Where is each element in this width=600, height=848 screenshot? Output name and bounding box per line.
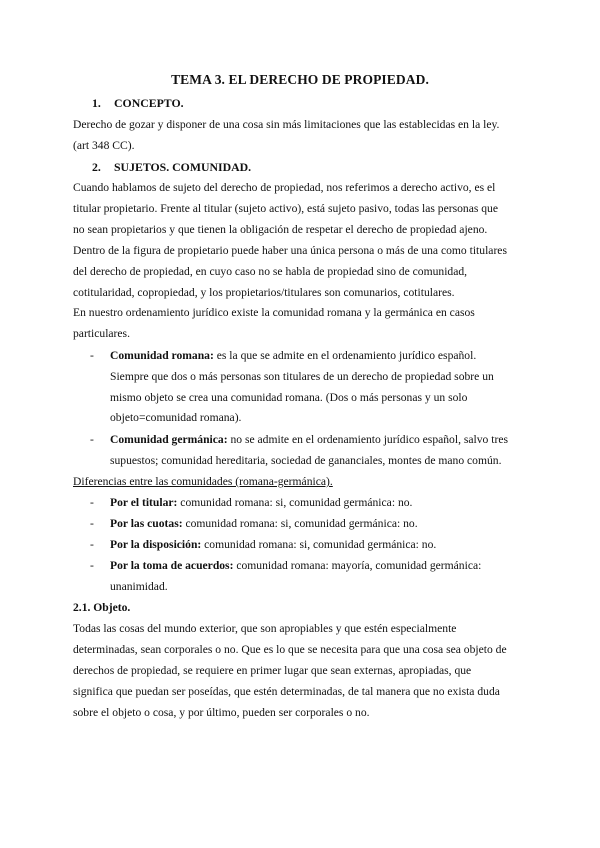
list-item-continuation: Siempre que dos o más personas son titulares de un derecho de propiedad sobre un	[110, 370, 494, 383]
list-item-term: Por la toma de acuerdos:	[110, 559, 234, 572]
subheading-diferencias: Diferencias entre las comunidades (romana-germánica).	[73, 475, 333, 488]
list-item-text: comunidad romana: si, comunidad germánica: no.	[201, 538, 437, 551]
list-item-continuation: objeto=comunidad romana).	[110, 411, 242, 424]
paragraph-line: cotitularidad, copropiedad, y los propietarios/titulares son comunarios, cotitulares.	[73, 286, 455, 299]
list-item	[110, 514, 530, 535]
bullet-dash: -	[90, 559, 94, 572]
paragraph-line: derechos de propiedad, se requiere en primer lugar que sean externas, apropiadas, que	[73, 664, 472, 677]
list-item-text: es la que se admite en el ordenamiento jurídico español.	[213, 349, 477, 362]
paragraph-line: significa que puedan ser poseídas, que estén determinadas, de tal manera que no exista duda	[73, 685, 500, 698]
paragraph-line: titular propietario. Frente al titular (sujeto activo), está sujeto pasivo, todas las personas que	[73, 202, 498, 215]
section-heading-sujetos	[92, 157, 251, 178]
paragraph-line: del derecho de propiedad, en cuyo caso no se habla de propiedad sino de comunidad,	[73, 265, 468, 278]
list-item-text: no se admite en el ordenamiento jurídico español, salvo tres	[227, 433, 508, 446]
list-item-continuation: supuestos; comunidad hereditaria, sociedad de gananciales, montes de mano común.	[110, 454, 502, 467]
section-number: 1.	[92, 96, 101, 110]
list-item-text: comunidad romana: mayoría, comunidad germánica:	[233, 559, 482, 572]
list-item-continuation: mismo objeto se crea una comunidad romana. (Dos o más personas y un solo	[110, 391, 468, 404]
paragraph-line: Cuando hablamos de sujeto del derecho de propiedad, nos referimos a derecho activo, es el	[73, 181, 496, 194]
page-title: TEMA 3. EL DERECHO DE PROPIEDAD.	[171, 72, 429, 87]
section-heading-concepto	[92, 93, 184, 114]
list-item	[110, 346, 530, 367]
section-number: 2.	[92, 160, 101, 174]
bullet-dash: -	[90, 538, 94, 551]
list-item-term: Por el titular:	[110, 496, 178, 509]
bullet-dash: -	[90, 517, 94, 530]
section-label: CONCEPTO.	[114, 96, 184, 110]
list-item-term: Por la disposición:	[110, 538, 202, 551]
list-item-term: Comunidad romana:	[110, 349, 214, 362]
paragraph-line: Todas las cosas del mundo exterior, que son apropiables y que estén especialmente	[73, 622, 457, 635]
list-item-text: comunidad romana: si, comunidad germánica: no.	[177, 496, 413, 509]
paragraph-line: no sean propietarios y que tienen la obligación de respetar el derecho de propiedad ajeno.	[73, 223, 488, 236]
paragraph-line: particulares.	[73, 327, 130, 340]
paragraph-line: Derecho de gozar y disponer de una cosa sin más limitaciones que las establecidas en la ley.	[73, 118, 500, 131]
list-item-term: Por las cuotas:	[110, 517, 183, 530]
bullet-dash: -	[90, 433, 94, 446]
paragraph-line: (art 348 CC).	[73, 139, 135, 152]
paragraph-line: Dentro de la figura de propietario puede haber una única persona o más de una como titulares	[73, 244, 507, 257]
paragraph-line: sobre el objeto o cosa, y por último, pueden ser corporales o no.	[73, 706, 370, 719]
list-item-term: Comunidad germánica:	[110, 433, 228, 446]
list-item-text: comunidad romana: si, comunidad germánica: no.	[182, 517, 418, 530]
list-item	[110, 430, 530, 451]
paragraph-line: En nuestro ordenamiento jurídico existe la comunidad romana y la germánica en casos	[73, 306, 475, 319]
bullet-dash: -	[90, 496, 94, 509]
subsection-heading-objeto: 2.1. Objeto.	[73, 601, 131, 614]
list-item	[110, 556, 530, 577]
section-label: SUJETOS. COMUNIDAD.	[114, 160, 252, 174]
list-item	[110, 535, 530, 556]
bullet-dash: -	[90, 349, 94, 362]
paragraph-line: determinadas, sean corporales o no. Que es lo que se necesita para que una cosa sea objeto de	[73, 643, 507, 656]
list-item	[110, 493, 530, 514]
list-item-continuation: unanimidad.	[110, 580, 168, 593]
